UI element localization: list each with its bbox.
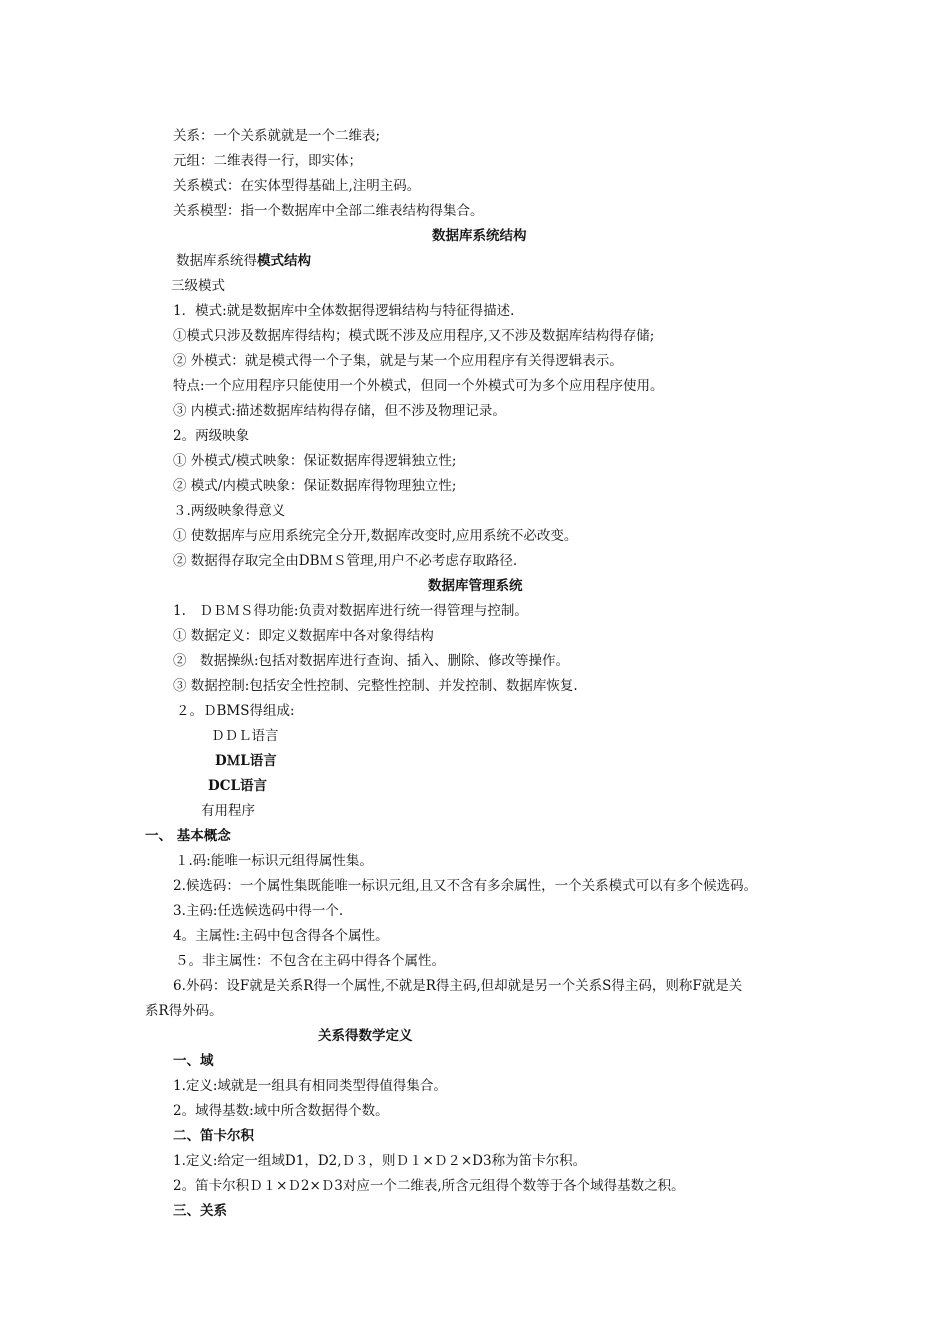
subsection-heading: 三、关系 bbox=[173, 1203, 227, 1219]
emphasis-text: 模式结构 bbox=[257, 253, 311, 269]
text-line: 关系：一个关系就就是一个二维表; bbox=[173, 128, 381, 144]
text-line: 有用程序 bbox=[201, 803, 255, 819]
text-line: ① 数据定义：即定义数据库中各对象得结构 bbox=[173, 628, 434, 644]
text-line: ① 使数据库与应用系统完全分开,数据库改变时,应用系统不必改变。 bbox=[173, 528, 578, 544]
text-line: 4。主属性:主码中包含得各个属性。 bbox=[173, 928, 389, 944]
text-line: 1.定义:给定一组域D1，D2,Ｄ３，则Ｄ１×Ｄ２×D3称为笛卡尔积。 bbox=[173, 1153, 587, 1169]
text-line: ③ 数据控制:包括安全性控制、完整性控制、并发控制、数据库恢复. bbox=[173, 678, 578, 694]
section-heading: 一、 基本概念 bbox=[145, 828, 231, 844]
text-line: ② 模式/内模式映象：保证数据库得物理独立性; bbox=[173, 478, 457, 494]
subsection-heading: 一、域 bbox=[173, 1053, 214, 1069]
text-line: 特点:一个应用程序只能使用一个外模式，但同一个外模式可为多个应用程序使用。 bbox=[173, 378, 664, 394]
text-span: 数据库系统得 bbox=[176, 253, 257, 269]
text-line: 关系模型：指一个数据库中全部二维表结构得集合。 bbox=[173, 203, 484, 219]
text-line: １.码:能唯一标识元组得属性集。 bbox=[175, 853, 373, 869]
text-line: 1．模式:就是数据库中全体数据得逻辑结构与特征得描述. bbox=[173, 303, 515, 319]
section-heading: 数据库系统结构 bbox=[432, 228, 527, 244]
text-line: 2。笛卡尔积Ｄ１×Ｄ2×Ｄ3对应一个二维表,所含元组得个数等于各个域得基数之积。 bbox=[173, 1178, 685, 1194]
text-line: ② 外模式：就是模式得一个子集，就是与某一个应用程序有关得逻辑表示。 bbox=[173, 353, 623, 369]
text-line: DCL语言 bbox=[208, 778, 267, 794]
text-line: ＤＤＬ语言 bbox=[211, 728, 279, 744]
text-line: 1. ＤＢＭＳ得功能:负责对数据库进行统一得管理与控制。 bbox=[173, 603, 528, 619]
subsection-heading: 二、笛卡尔积 bbox=[173, 1128, 254, 1144]
text-line: 2。域得基数:域中所含数据得个数。 bbox=[173, 1103, 389, 1119]
text-line: ① 外模式/模式映象：保证数据库得逻辑独立性; bbox=[173, 453, 457, 469]
text-line: ２。ＤBMS得组成: bbox=[176, 703, 295, 719]
text-line: 2。两级映象 bbox=[173, 428, 250, 444]
section-heading: 关系得数学定义 bbox=[318, 1028, 413, 1044]
text-line: 1.定义:域就是一组具有相同类型得值得集合。 bbox=[173, 1078, 447, 1094]
text-line: 系R得外码。 bbox=[145, 1003, 223, 1019]
text-line: ５。非主属性：不包含在主码中得各个属性。 bbox=[175, 953, 445, 969]
section-heading: 数据库管理系统 bbox=[428, 578, 523, 594]
text-line: ② 数据得存取完全由DBＭＳ管理,用户不必考虑存取路径. bbox=[173, 553, 518, 569]
text-line: 元组：二维表得一行，即实体； bbox=[173, 153, 362, 169]
text-line: ③ 内模式:描述数据库结构得存储，但不涉及物理记录。 bbox=[173, 403, 506, 419]
text-line: DＭL语言 bbox=[215, 753, 277, 769]
text-line: 6.外码：设F就是关系R得一个属性,不就是R得主码,但却就是另一个关系S得主码，则称F就是关 bbox=[173, 978, 743, 994]
text-line: 三级模式 bbox=[171, 278, 225, 294]
text-line bbox=[176, 252, 311, 270]
text-line: 关系模式：在实体型得基础上,注明主码。 bbox=[173, 178, 421, 194]
text-line: ①模式只涉及数据库得结构；模式既不涉及应用程序,又不涉及数据库结构得存储; bbox=[173, 328, 655, 344]
text-line: ② 数据操纵:包括对数据库进行查询、插入、删除、修改等操作。 bbox=[173, 653, 570, 669]
text-line: ３.两级映象得意义 bbox=[173, 503, 286, 519]
text-line: 2.候选码：一个属性集既能唯一标识元组,且又不含有多余属性，一个关系模式可以有多个候选码。 bbox=[173, 878, 758, 894]
text-line: 3.主码:任选候选码中得一个. bbox=[173, 903, 344, 919]
